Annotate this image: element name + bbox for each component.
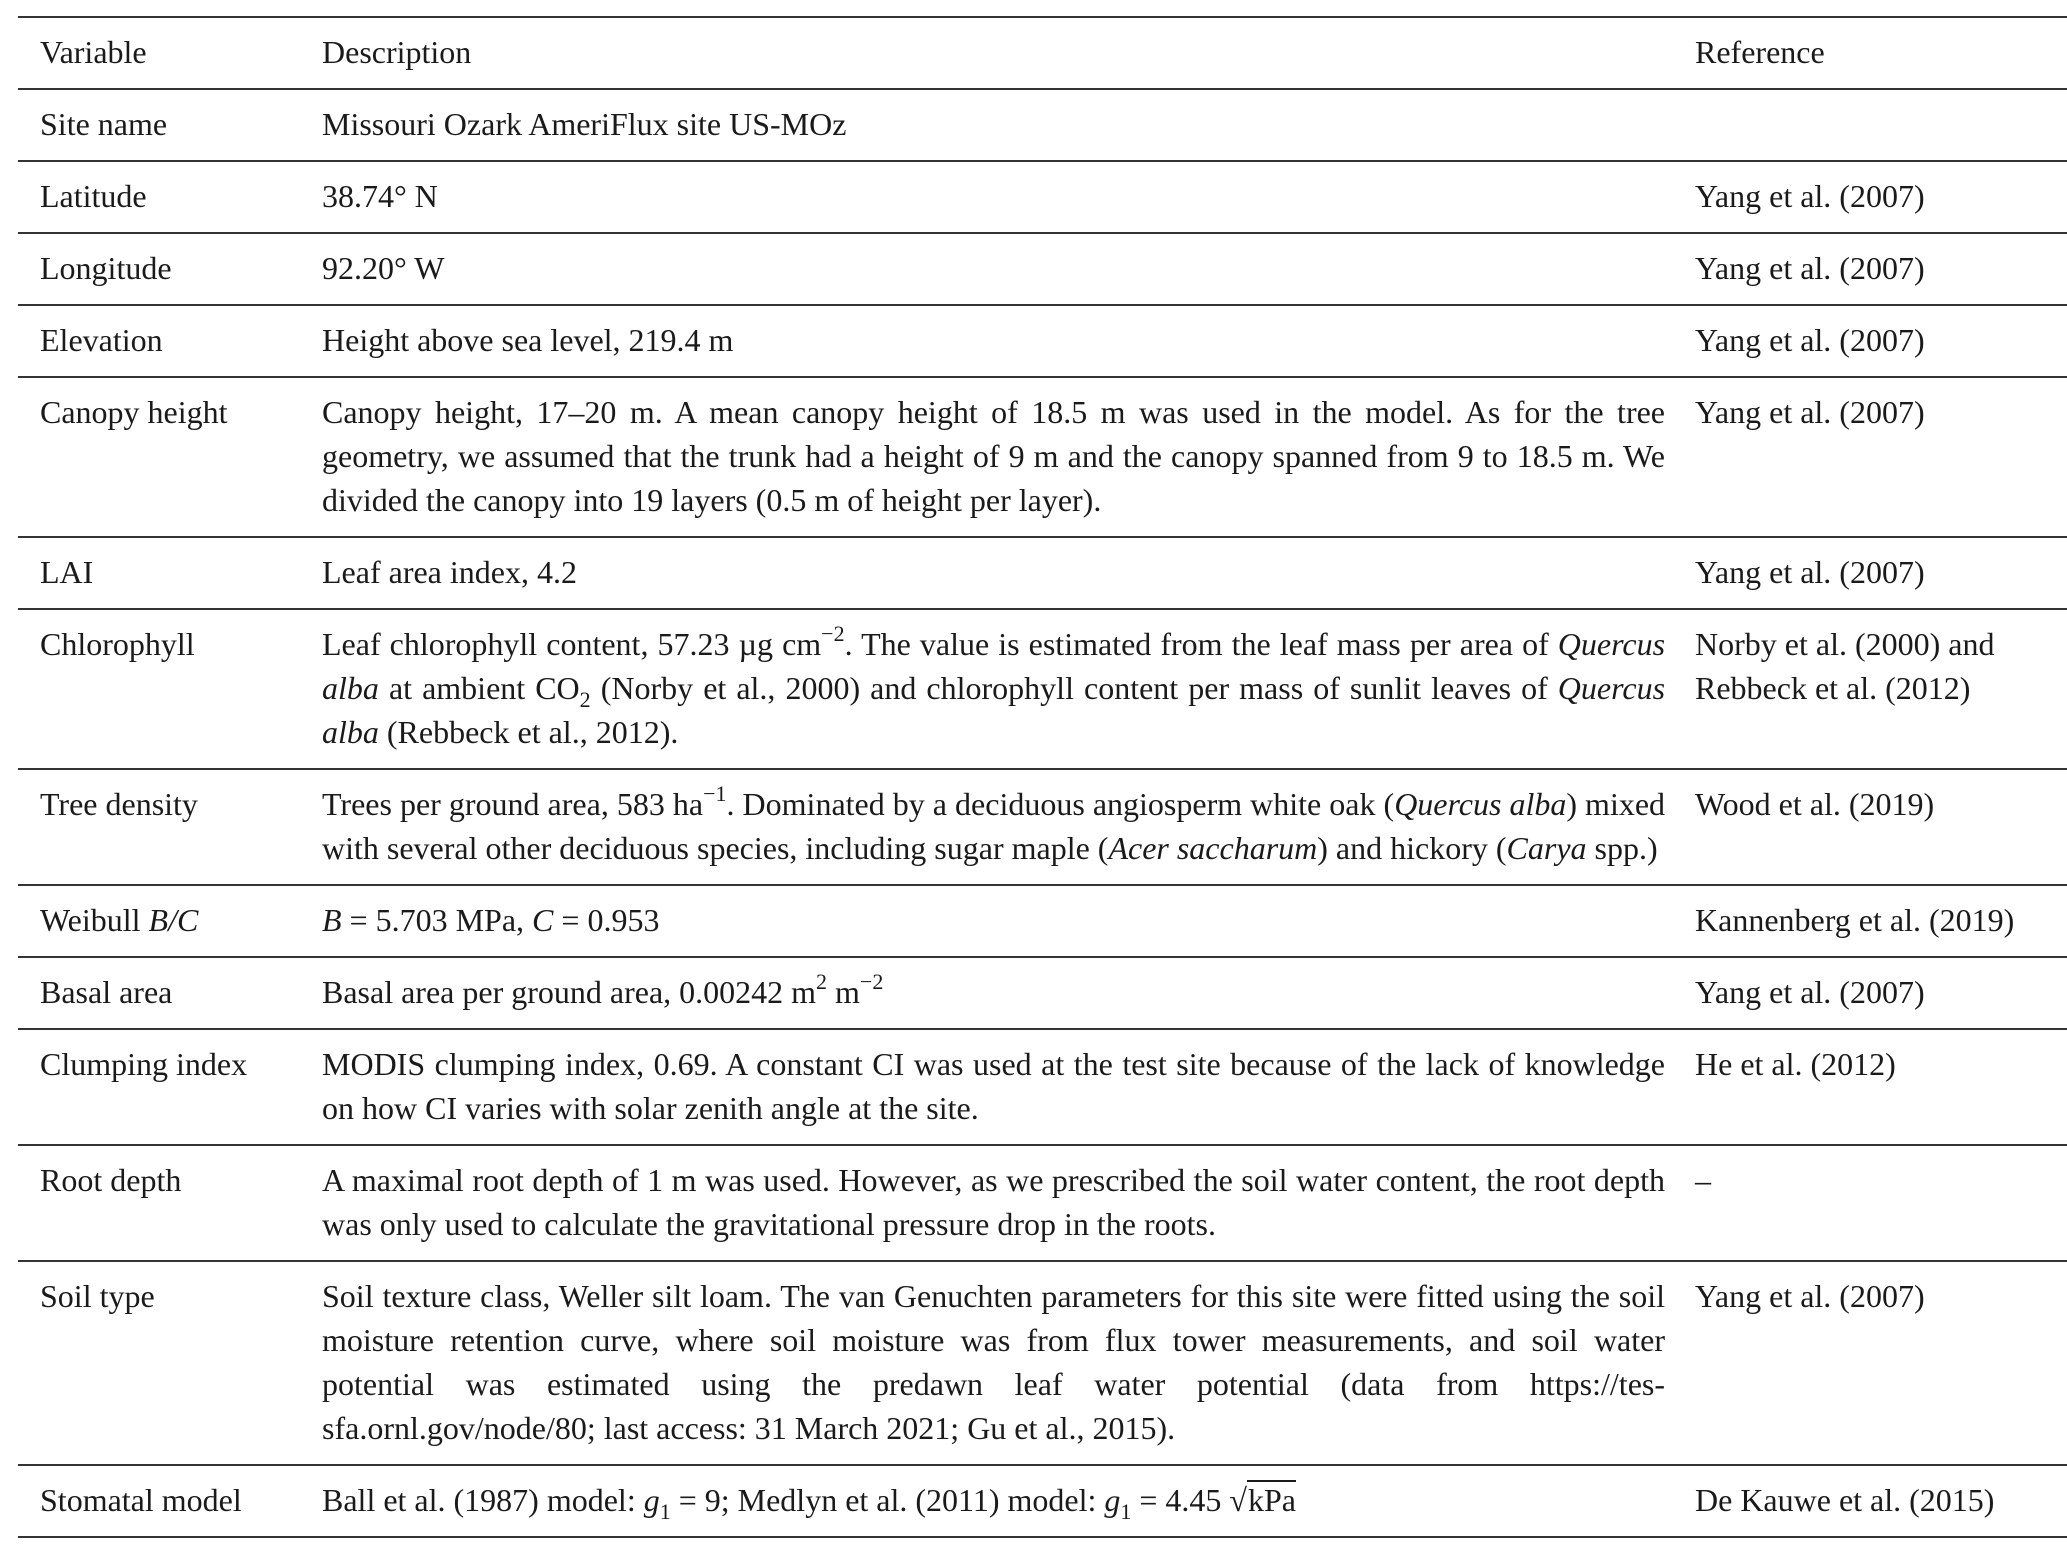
reference-cell: Yang et al. (2007) — [1695, 178, 1925, 214]
reference-cell: Wood et al. (2019) — [1695, 786, 1935, 822]
description-cell — [322, 769, 1695, 885]
superscript: −2 — [859, 969, 884, 994]
description-cell: Leaf area index, 4.2 — [322, 554, 577, 590]
text: Ball et al. (1987) model: — [322, 1482, 644, 1518]
text: . Dominated by a deciduous angiosperm white oak ( — [726, 786, 1395, 822]
subscript: 1 — [1120, 1499, 1132, 1524]
reference-cell: Yang et al. (2007) — [1695, 322, 1925, 358]
reference-cell — [1695, 609, 2067, 769]
description-cell: 38.74° N — [322, 178, 438, 214]
table-row — [18, 1145, 2067, 1261]
species-name: Acer saccharum — [1108, 830, 1318, 866]
description-cell: Soil texture class, Weller silt loam. The van Genuchten parameters for this site were fitted using the soil moisture retention curve, where soil moisture was from flux tower measurements, and soil water potential was estimated using the predawn leaf water potential (data from https://tes-sfa.ornl.gov/node/80; last access: 31 March 2021; Gu et al., 2015). — [322, 1278, 1665, 1446]
variable-cell: Longitude — [40, 250, 172, 286]
text: (Norby et al., 2000) and chlorophyll content per mass of sunlit leaves of — [590, 670, 1558, 706]
header-description: Description — [322, 34, 472, 70]
text: = 4.45 — [1131, 1482, 1230, 1518]
reference-line: Norby et al. (2000) and — [1695, 626, 1995, 662]
text: Trees per ground area, 583 ha — [322, 786, 704, 822]
variable-cell: Latitude — [40, 178, 147, 214]
text: . The value is estimated from the leaf mass per area of — [844, 626, 1558, 662]
description-cell — [322, 885, 1695, 957]
table-row — [18, 957, 2067, 1029]
reference-cell: Yang et al. (2007) — [1695, 974, 1925, 1010]
reference-cell: He et al. (2012) — [1695, 1046, 1896, 1082]
reference-cell: – — [1695, 1162, 1711, 1198]
table-row — [18, 1029, 2067, 1145]
description-cell: 92.20° W — [322, 250, 445, 286]
species-name: Quercus alba — [322, 626, 1666, 706]
table-row — [18, 233, 2067, 305]
text: = 9; Medlyn et al. (2011) model: — [670, 1482, 1105, 1518]
math-variable: B — [322, 902, 342, 938]
math-text: B/C — [148, 902, 199, 938]
text: ) and hickory ( — [1317, 830, 1507, 866]
table-header-row — [18, 17, 2067, 89]
description-cell — [322, 1465, 1695, 1537]
reference-cell — [1695, 89, 2067, 161]
table-row — [18, 305, 2067, 377]
description-cell — [322, 609, 1695, 769]
square-root — [1229, 1478, 1296, 1522]
table-row — [18, 885, 2067, 957]
text: m — [827, 974, 860, 1010]
variable-cell: Elevation — [40, 322, 163, 358]
table-row — [18, 537, 2067, 609]
description-cell: A maximal root depth of 1 m was used. However, as we prescribed the soil water content, the root depth was only used to calculate the gravitational pressure drop in the roots. — [322, 1162, 1665, 1242]
table-row — [18, 609, 2067, 769]
text: = 5.703 MPa, — [341, 902, 533, 938]
variable-cell: LAI — [40, 554, 94, 590]
variable-cell: Stomatal model — [40, 1482, 242, 1518]
text: = 0.953 — [553, 902, 660, 938]
site-parameters-table — [18, 16, 2067, 1538]
description-cell: MODIS clumping index, 0.69. A constant CI was used at the test site because of the lack of knowledge on how CI varies with solar zenith angle at the site. — [322, 1046, 1665, 1126]
reference-line: Rebbeck et al. (2012) — [1695, 670, 1971, 706]
description-cell: Missouri Ozark AmeriFlux site US-MOz — [322, 106, 847, 142]
variable-cell: Canopy height — [40, 394, 228, 430]
text: spp.) — [1586, 830, 1658, 866]
reference-cell: Yang et al. (2007) — [1695, 554, 1925, 590]
text: ) mixed with several other deciduous species, including sugar maple ( — [322, 786, 1666, 866]
description-cell: Height above sea level, 219.4 m — [322, 322, 734, 358]
table-row — [18, 161, 2067, 233]
table-row — [18, 1465, 2067, 1537]
superscript: 2 — [816, 969, 828, 994]
subscript: 1 — [659, 1499, 671, 1524]
superscript: −1 — [703, 781, 727, 806]
variable-cell: Chlorophyll — [40, 626, 195, 662]
header-reference: Reference — [1695, 34, 1825, 70]
text: (Rebbeck et al., 2012). — [378, 714, 679, 750]
variable-cell — [18, 885, 322, 957]
genus-name: Carya — [1506, 830, 1587, 866]
math-variable: g — [1104, 1482, 1121, 1518]
superscript: −2 — [821, 621, 845, 646]
math-variable: g — [643, 1482, 660, 1518]
variable-cell: Clumping index — [40, 1046, 248, 1082]
table-row — [18, 377, 2067, 537]
text: Weibull — [40, 902, 149, 938]
variable-cell: Site name — [40, 106, 168, 142]
math-variable: C — [532, 902, 554, 938]
sqrt-icon: √ — [1229, 1482, 1247, 1518]
species-name: Quercus alba — [1394, 786, 1567, 822]
reference-cell: Kannenberg et al. (2019) — [1695, 902, 2015, 938]
text: Leaf chlorophyll content, 57.23 µg cm — [322, 626, 822, 662]
subscript: 2 — [579, 687, 591, 712]
text: Basal area per ground area, 0.00242 m — [322, 974, 817, 1010]
variable-cell: Soil type — [40, 1278, 155, 1314]
reference-cell: Yang et al. (2007) — [1695, 250, 1925, 286]
text: at ambient CO — [378, 670, 580, 706]
reference-cell: Yang et al. (2007) — [1695, 394, 1925, 430]
table-row — [18, 769, 2067, 885]
reference-cell: Yang et al. (2007) — [1695, 1278, 1925, 1314]
description-cell: Canopy height, 17–20 m. A mean canopy height of 18.5 m was used in the model. As for the tree geometry, we assumed that the trunk had a height of 9 m and the canopy spanned from 9 to 18.5 m. We divided the canopy into 19 layers (0.5 m of height per layer). — [322, 394, 1665, 518]
species-name: Quercus alba — [322, 670, 1666, 750]
variable-cell: Root depth — [40, 1162, 182, 1198]
variable-cell: Basal area — [40, 974, 173, 1010]
variable-cell: Tree density — [40, 786, 198, 822]
table-row — [18, 1261, 2067, 1465]
description-cell — [322, 957, 1695, 1029]
reference-cell: De Kauwe et al. (2015) — [1695, 1482, 1995, 1518]
table-row — [18, 89, 2067, 161]
header-variable: Variable — [40, 34, 147, 70]
sqrt-argument: kPa — [1247, 1482, 1296, 1518]
